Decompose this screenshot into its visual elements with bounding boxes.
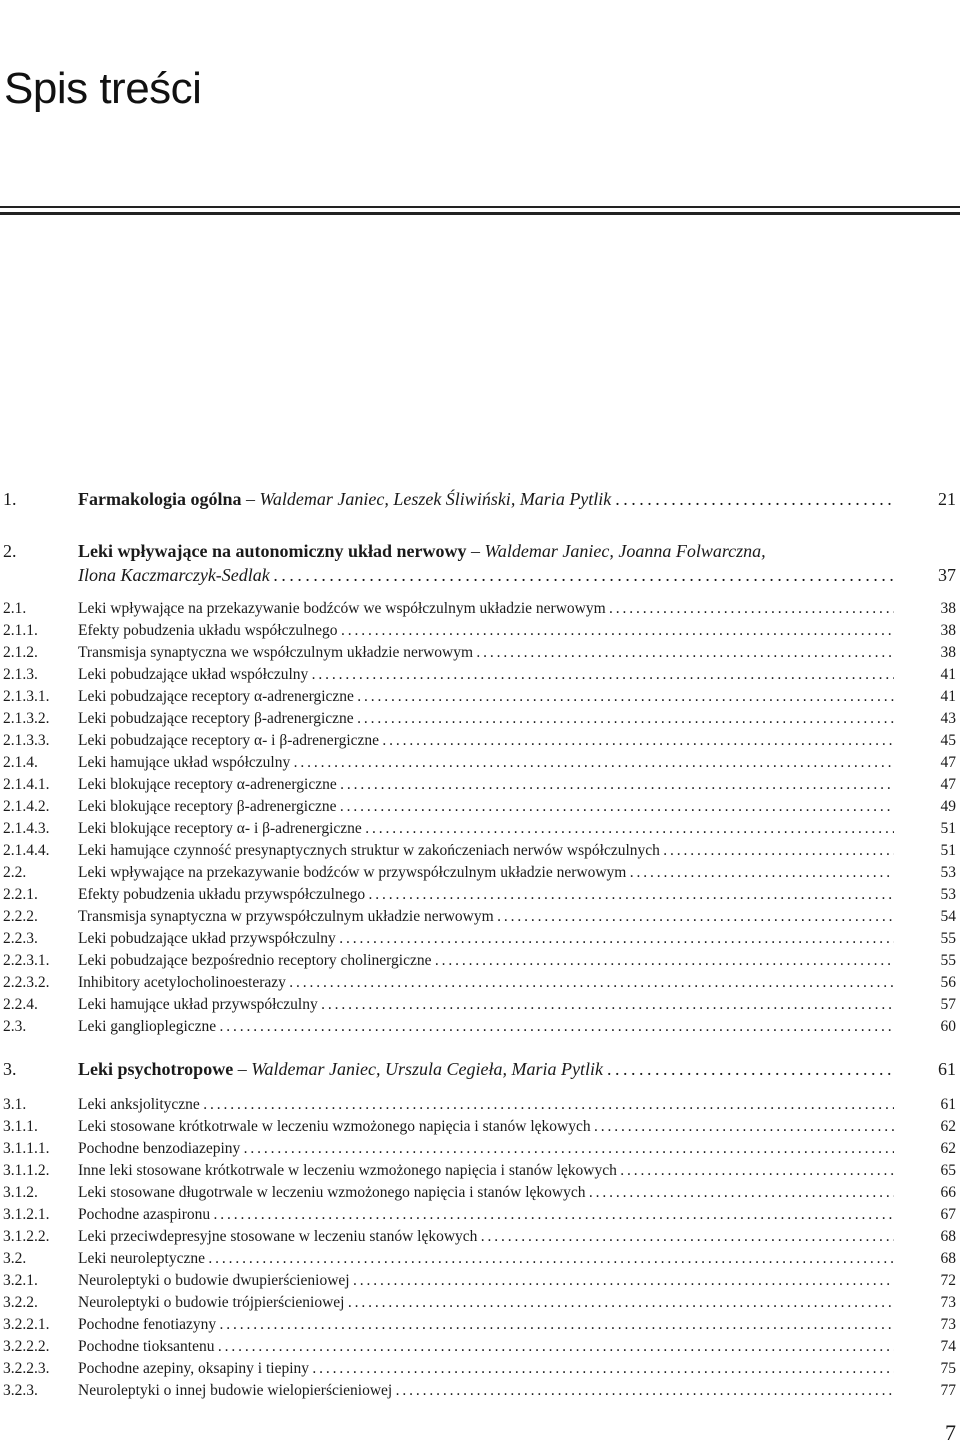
toc-entry-title xyxy=(78,486,894,512)
toc-entry-title: Leki przeciwdepresyjne stosowane w leczeniu stanów lękowych . . . xyxy=(78,1226,894,1248)
toc-entry[interactable] xyxy=(0,1248,960,1270)
toc-entry-title xyxy=(78,538,894,564)
toc-entry-title: Leki pobudzające receptory α-adrenergiczne . . . xyxy=(78,686,894,708)
toc-entry[interactable] xyxy=(0,620,960,642)
toc-entry-page: 73 xyxy=(940,1294,956,1311)
toc-entry[interactable] xyxy=(0,1182,960,1204)
toc-entry-title: Pochodne benzodiazepiny . . . xyxy=(78,1138,894,1160)
toc-entry-page: 62 xyxy=(940,1140,956,1157)
toc-entry-title: Efekty pobudzenia układu współczulnego . . . xyxy=(78,620,894,642)
toc-entry[interactable] xyxy=(0,972,960,994)
toc-entry-number: 3.2.3. xyxy=(3,1382,38,1399)
toc-entry-title: Leki wpływające na przekazywanie bodźców w przywspółczulnym układzie nerwowym . . . xyxy=(78,862,894,884)
toc-entry-page: 55 xyxy=(940,952,956,969)
chapter-dash: – xyxy=(233,1059,252,1079)
toc-entry-title: Leki pobudzające bezpośrednio receptory cholinergiczne . . . xyxy=(78,950,894,972)
chapter-dash: – xyxy=(466,541,485,561)
toc-entry-title: Pochodne azaspironu . . . xyxy=(78,1204,894,1226)
toc-entry-title: Leki pobudzające receptory α- i β-adrenergiczne . . . xyxy=(78,730,894,752)
toc-entry[interactable] xyxy=(0,1094,960,1116)
toc-entry-title: Leki pobudzające układ przywspółczulny . . . xyxy=(78,928,894,950)
toc-entry-page: 37 xyxy=(938,565,956,585)
toc-entry[interactable] xyxy=(0,642,960,664)
toc-entry[interactable] xyxy=(0,1314,960,1336)
toc-entry[interactable] xyxy=(0,1292,960,1314)
toc-entry-title: Leki hamujące czynność presynaptycznych struktur w zakończeniach nerwów współczulnych . . . xyxy=(78,840,894,862)
toc-entry-number: 2.1.3.2. xyxy=(3,710,50,727)
toc-entry[interactable] xyxy=(0,1204,960,1226)
toc-entry-number: 3.2.2.2. xyxy=(3,1338,50,1355)
toc-entry[interactable] xyxy=(0,752,960,774)
toc-entry[interactable] xyxy=(0,818,960,840)
toc-entry[interactable] xyxy=(0,1138,960,1160)
toc-entry-number: 3.1. xyxy=(3,1096,27,1113)
chapter-dash: – xyxy=(241,489,260,509)
page-number: 7 xyxy=(945,1420,956,1445)
toc-entry[interactable] xyxy=(0,906,960,928)
toc-entry-page: 51 xyxy=(940,820,956,837)
toc-entry-number: 3.2. xyxy=(3,1250,27,1267)
toc-entry-title: Ilona Kaczmarczyk-Sedlak . . . xyxy=(78,562,894,588)
toc-entry-number: 2.1.4.3. xyxy=(3,820,50,837)
toc-entry-page: 53 xyxy=(940,886,956,903)
toc-entry[interactable] xyxy=(0,664,960,686)
toc-entry-number: 2.1.3.3. xyxy=(3,732,50,749)
toc-entry-title: Leki blokujące receptory α-adrenergiczne . . . xyxy=(78,774,894,796)
toc-entry-page: 21 xyxy=(938,489,956,509)
toc-entry-number: 3.2.2.1. xyxy=(3,1316,50,1333)
toc-entry[interactable] xyxy=(0,884,960,906)
toc-entry-page: 47 xyxy=(940,754,956,771)
chapter-title: Leki wpływające na autonomiczny układ nerwowy xyxy=(78,541,467,561)
toc-entry-page: 67 xyxy=(940,1206,956,1223)
toc-entry-number: 3.1.1.1. xyxy=(3,1140,50,1157)
toc-entry-number: 2.1.2. xyxy=(3,644,38,661)
toc-entry-title: Leki neuroleptyczne . . . xyxy=(78,1248,894,1270)
toc-entry[interactable] xyxy=(0,1226,960,1248)
toc-entry[interactable] xyxy=(0,1116,960,1138)
toc-entry-number: 1. xyxy=(3,489,17,509)
toc-entry-page: 38 xyxy=(940,600,956,617)
toc-entry-page: 72 xyxy=(940,1272,956,1289)
toc-entry[interactable] xyxy=(0,562,960,588)
toc-entry-number: 2.1.3. xyxy=(3,666,38,683)
chapter-title: Leki psychotropowe xyxy=(78,1059,234,1079)
toc-entry-title: Neuroleptyki o innej budowie wielopierścieniowej . . . xyxy=(78,1380,894,1402)
toc-entry-number: 2.1.4.2. xyxy=(3,798,50,815)
toc-entry-title: Leki stosowane krótkotrwale w leczeniu wzmożonego napięcia i stanów lękowych . . . xyxy=(78,1116,894,1138)
toc-entry-title: Pochodne azepiny, oksapiny i tiepiny . . . xyxy=(78,1358,894,1380)
toc-entry-title: Leki ganglioplegiczne . . . xyxy=(78,1016,894,1038)
toc-entry-number: 2.2.2. xyxy=(3,908,38,925)
toc-entry-title: Leki anksjolityczne . . . xyxy=(78,1094,894,1116)
toc-entry[interactable] xyxy=(0,708,960,730)
toc-entry[interactable] xyxy=(0,1270,960,1292)
toc-entry[interactable] xyxy=(0,796,960,818)
toc-entry-page: 61 xyxy=(938,1059,956,1079)
page-title: Spis treści xyxy=(4,64,202,113)
toc-entry-number: 2.2. xyxy=(3,864,27,881)
toc-entry-number: 3.2.1. xyxy=(3,1272,38,1289)
toc-entry-number: 2.2.3.1. xyxy=(3,952,50,969)
toc-entry[interactable] xyxy=(0,1016,960,1038)
toc-entry-title: Leki hamujące układ współczulny . . . xyxy=(78,752,894,774)
chapter-authors: Waldemar Janiec, Urszula Cegieła, Maria Pytlik xyxy=(251,1059,603,1079)
toc-entry-title: Leki blokujące receptory β-adrenergiczne . . . xyxy=(78,796,894,818)
toc-entry-title: Pochodne fenotiazyny . . . xyxy=(78,1314,894,1336)
toc-entry-page: 61 xyxy=(940,1096,956,1113)
toc-entry-page: 73 xyxy=(940,1316,956,1333)
toc-entry-number: 3.1.1. xyxy=(3,1118,38,1135)
toc-entry-number: 3.1.2. xyxy=(3,1184,38,1201)
toc-entry-number: 2.2.3. xyxy=(3,930,38,947)
toc-entry-page: 38 xyxy=(940,644,956,661)
toc-entry[interactable] xyxy=(0,730,960,752)
toc-entry-number: 3.1.2.1. xyxy=(3,1206,50,1223)
toc-entry[interactable] xyxy=(0,1160,960,1182)
toc-entry-title: Neuroleptyki o budowie dwupierścieniowej . . . xyxy=(78,1270,894,1292)
toc-entry[interactable] xyxy=(0,862,960,884)
toc-entry[interactable] xyxy=(0,1358,960,1380)
toc-entry-title: Leki stosowane długotrwale w leczeniu wzmożonego napięcia i stanów lękowych . . . xyxy=(78,1182,894,1204)
toc-entry-number: 2.1.3.1. xyxy=(3,688,50,705)
toc-entry-number: 3.1.2.2. xyxy=(3,1228,50,1245)
toc-entry-number: 2. xyxy=(3,541,17,561)
toc-entry-number: 3. xyxy=(3,1059,17,1079)
toc-entry-page: 41 xyxy=(940,688,956,705)
toc-entry-page: 45 xyxy=(940,732,956,749)
toc-entry-number: 2.1.4.1. xyxy=(3,776,50,793)
toc-entry-number: 2.1. xyxy=(3,600,27,617)
toc-entry-number: 2.1.4.4. xyxy=(3,842,50,859)
toc-entry[interactable] xyxy=(0,1380,960,1402)
toc-entry-title: Leki pobudzające receptory β-adrenergiczne . . . xyxy=(78,708,894,730)
toc-entry-title xyxy=(78,1056,894,1082)
toc-entry-number: 2.2.3.2. xyxy=(3,974,50,991)
chapter-authors: Waldemar Janiec, Joanna Folwarczna, xyxy=(484,541,766,561)
toc-entry-number: 3.2.2.3. xyxy=(3,1360,50,1377)
toc-entry[interactable] xyxy=(0,598,960,620)
toc-entry[interactable] xyxy=(0,928,960,950)
toc-entry-number: 3.1.1.2. xyxy=(3,1162,50,1179)
toc-entry-title: Neuroleptyki o budowie trójpierścieniowej . . . xyxy=(78,1292,894,1314)
toc-entry[interactable] xyxy=(0,840,960,862)
toc-entry-page: 60 xyxy=(940,1018,956,1035)
toc-entry-page: 53 xyxy=(940,864,956,881)
toc-entry-number: 2.2.4. xyxy=(3,996,38,1013)
toc-entry-title: Transmisja synaptyczna we współczulnym układzie nerwowym . . . xyxy=(78,642,894,664)
toc-chapter[interactable] xyxy=(0,1056,960,1082)
toc-entry[interactable] xyxy=(0,994,960,1016)
toc-entry-title: Leki blokujące receptory α- i β-adrenergiczne . . . xyxy=(78,818,894,840)
toc-entry-page: 68 xyxy=(940,1250,956,1267)
toc-entry-page: 47 xyxy=(940,776,956,793)
chapter-authors: Waldemar Janiec, Leszek Śliwiński, Maria Pytlik xyxy=(259,489,612,509)
toc-entry-page: 77 xyxy=(940,1382,956,1399)
toc-entry[interactable] xyxy=(0,774,960,796)
toc-entry-page: 51 xyxy=(940,842,956,859)
toc-entry-title: Pochodne tioksantenu . . . xyxy=(78,1336,894,1358)
toc-entry-page: 66 xyxy=(940,1184,956,1201)
toc-entry-page: 74 xyxy=(940,1338,956,1355)
toc-entry-number: 2.3. xyxy=(3,1018,27,1035)
toc-entry-title: Leki wpływające na przekazywanie bodźców we współczulnym układzie nerwowym . . . xyxy=(78,598,894,620)
toc-entry-number: 3.2.2. xyxy=(3,1294,38,1311)
toc-entry-page: 56 xyxy=(940,974,956,991)
toc-entry-number: 2.2.1. xyxy=(3,886,38,903)
toc-entry[interactable] xyxy=(0,1336,960,1358)
toc-entry-page: 43 xyxy=(940,710,956,727)
toc-entry-page: 68 xyxy=(940,1228,956,1245)
toc-entry-page: 65 xyxy=(940,1162,956,1179)
toc-entry-number: 2.1.4. xyxy=(3,754,38,771)
toc-entry-title: Leki hamujące układ przywspółczulny . . . xyxy=(78,994,894,1016)
toc-entry-page: 57 xyxy=(940,996,956,1013)
toc-entry-page: 38 xyxy=(940,622,956,639)
toc-entry-page: 62 xyxy=(940,1118,956,1135)
toc-entry[interactable] xyxy=(0,686,960,708)
toc-entry-page: 49 xyxy=(940,798,956,815)
toc-entry-title: Transmisja synaptyczna w przywspółczulnym układzie nerwowym . . . xyxy=(78,906,894,928)
toc-entry[interactable] xyxy=(0,950,960,972)
chapter-title: Farmakologia ogólna xyxy=(78,489,242,509)
toc-entry-title: Efekty pobudzenia układu przywspółczulnego . . . xyxy=(78,884,894,906)
toc-entry-page: 55 xyxy=(940,930,956,947)
toc-entry-number: 2.1.1. xyxy=(3,622,38,639)
toc-entry-page: 41 xyxy=(940,666,956,683)
toc-entry-page: 75 xyxy=(940,1360,956,1377)
toc-entry-page: 54 xyxy=(940,908,956,925)
toc-entry-title: Leki pobudzające układ współczulny . . . xyxy=(78,664,894,686)
toc-entry-title: Inne leki stosowane krótkotrwale w leczeniu wzmożonego napięcia i stanów lękowych . . . xyxy=(78,1160,894,1182)
toc-chapter[interactable] xyxy=(0,486,960,512)
toc-chapter[interactable] xyxy=(0,538,960,564)
toc-entry-title: Inhibitory acetylocholinoesterazy . . . xyxy=(78,972,894,994)
